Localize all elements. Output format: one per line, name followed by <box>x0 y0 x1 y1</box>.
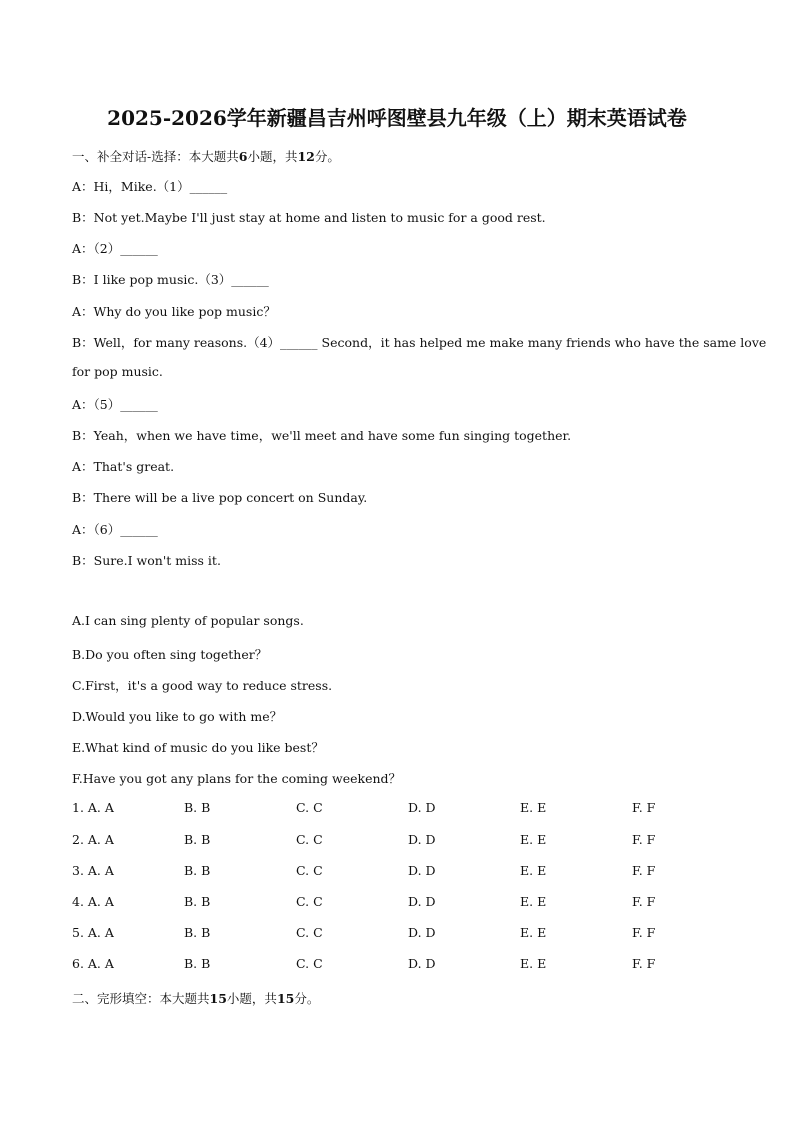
question-1-choice-d[interactable]: D. D <box>408 800 436 815</box>
answer-row-4 <box>72 894 712 912</box>
question-1-choice-a[interactable]: 1. A. A <box>72 800 114 815</box>
question-3-choice-f[interactable]: F. F <box>632 863 656 878</box>
question-4-choice-b[interactable]: B. B <box>184 894 211 909</box>
question-2-choice-f[interactable]: F. F <box>632 832 656 847</box>
dialogue-line: B：I like pop music.（3）______ <box>72 272 269 287</box>
question-3-choice-c[interactable]: C. C <box>296 863 323 878</box>
section-1-count: 6 <box>238 149 248 164</box>
question-1-choice-f[interactable]: F. F <box>632 800 656 815</box>
dialogue-line: B：Not yet.Maybe I'll just stay at home and listen to music for a good rest. <box>72 210 546 225</box>
section-2-count: 15 <box>209 991 227 1006</box>
question-5-choice-b[interactable]: B. B <box>184 925 211 940</box>
dialogue-line: A：Hi，Mike.（1）______ <box>72 179 228 194</box>
question-6-choice-d[interactable]: D. D <box>408 956 436 971</box>
option-e: E.What kind of music do you like best？ <box>72 740 324 755</box>
dialogue-line: B：Yeah，when we have time，we'll meet and have some fun singing together. <box>72 428 572 443</box>
section-2-mid: 小题，共 <box>226 991 277 1006</box>
question-6-choice-e[interactable]: E. E <box>520 956 547 971</box>
dialogue-line: A：That's great. <box>72 459 175 474</box>
page-title: 2025-2026学年新疆昌吉州呼图壁县九年级（上）期末英语试卷 <box>107 106 687 130</box>
question-6-choice-f[interactable]: F. F <box>632 956 656 971</box>
option-d: D.Would you like to go with me？ <box>72 709 283 724</box>
dialogue-line: B：Sure.I won't miss it. <box>72 553 221 568</box>
section-1-suffix: 分。 <box>314 149 340 164</box>
question-3-choice-d[interactable]: D. D <box>408 863 436 878</box>
answer-row-3 <box>72 863 712 881</box>
question-3-choice-a[interactable]: 3. A. A <box>72 863 114 878</box>
question-2-choice-d[interactable]: D. D <box>408 832 436 847</box>
question-5-choice-f[interactable]: F. F <box>632 925 656 940</box>
question-4-choice-d[interactable]: D. D <box>408 894 436 909</box>
question-1-choice-e[interactable]: E. E <box>520 800 547 815</box>
dialogue-line: A：（6）______ <box>72 522 158 537</box>
option-b: B.Do you often sing together？ <box>72 647 268 662</box>
dialogue-line: A：Why do you like pop music？ <box>72 304 276 319</box>
option-f: F.Have you got any plans for the coming weekend？ <box>72 771 402 786</box>
question-5-choice-d[interactable]: D. D <box>408 925 436 940</box>
question-5-choice-a[interactable]: 5. A. A <box>72 925 114 940</box>
question-6-choice-b[interactable]: B. B <box>184 956 211 971</box>
dialogue-line: A：（2）______ <box>72 241 158 256</box>
dialogue-line: B：Well，for many reasons.（4）______ Second，it has helped me make many friends who have the same love <box>72 335 767 350</box>
section-1-score: 12 <box>297 149 315 164</box>
question-5-choice-c[interactable]: C. C <box>296 925 323 940</box>
section-2-suffix: 分。 <box>294 991 320 1006</box>
question-6-choice-a[interactable]: 6. A. A <box>72 956 114 971</box>
question-1-choice-b[interactable]: B. B <box>184 800 211 815</box>
question-4-choice-f[interactable]: F. F <box>632 894 656 909</box>
question-2-choice-c[interactable]: C. C <box>296 832 323 847</box>
question-2-choice-b[interactable]: B. B <box>184 832 211 847</box>
question-2-choice-e[interactable]: E. E <box>520 832 547 847</box>
option-c: C.First，it's a good way to reduce stress. <box>72 678 333 693</box>
dialogue-line: A：（5）______ <box>72 397 158 412</box>
option-a: A.I can sing plenty of popular songs. <box>72 613 304 628</box>
question-5-choice-e[interactable]: E. E <box>520 925 547 940</box>
question-2-choice-a[interactable]: 2. A. A <box>72 832 114 847</box>
section-2-score: 15 <box>276 991 295 1006</box>
dialogue-line: B：There will be a live pop concert on Sunday. <box>72 490 368 505</box>
question-1-choice-c[interactable]: C. C <box>296 800 323 815</box>
section-1-prefix: 一、补全对话-选择：本大题共 <box>72 149 239 164</box>
question-3-choice-e[interactable]: E. E <box>520 863 547 878</box>
answer-row-2 <box>72 832 712 850</box>
answer-row-1 <box>72 800 712 818</box>
answer-row-6 <box>72 956 712 974</box>
answer-row-5 <box>72 925 712 943</box>
question-3-choice-b[interactable]: B. B <box>184 863 211 878</box>
question-6-choice-c[interactable]: C. C <box>296 956 323 971</box>
section-1-mid: 小题，共 <box>247 149 298 164</box>
section-1-heading <box>72 147 340 165</box>
section-2-heading <box>72 989 319 1007</box>
question-4-choice-e[interactable]: E. E <box>520 894 547 909</box>
section-2-prefix: 二、完形填空：本大题共 <box>72 991 210 1006</box>
dialogue-line-continuation: for pop music. <box>72 364 163 379</box>
question-4-choice-a[interactable]: 4. A. A <box>72 894 114 909</box>
question-4-choice-c[interactable]: C. C <box>296 894 323 909</box>
